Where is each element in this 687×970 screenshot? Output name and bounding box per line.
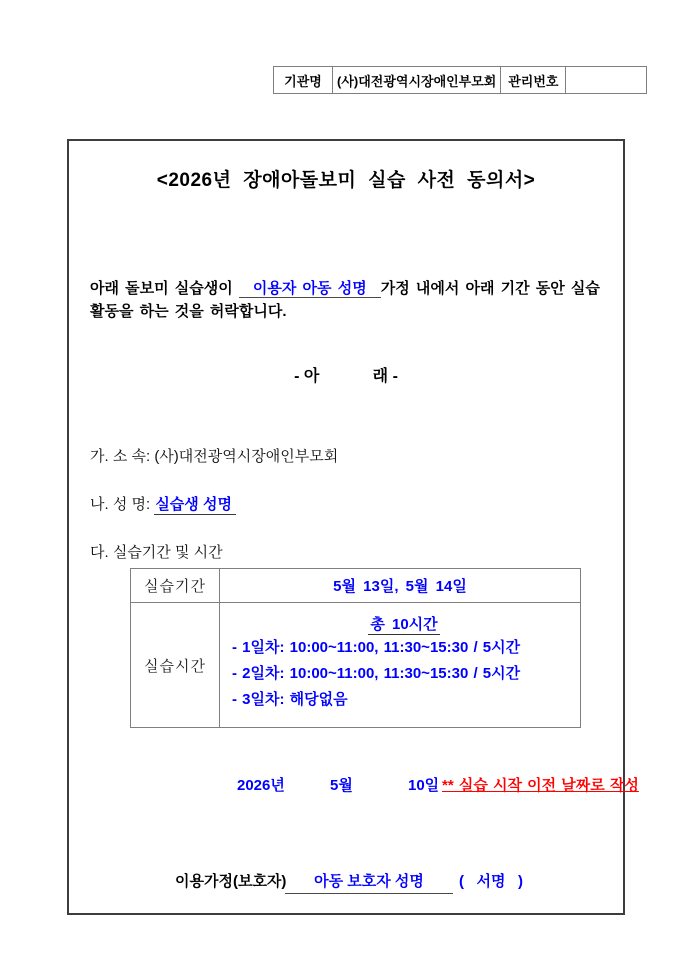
intro-text-before: 아래 돌보미 실습생이 xyxy=(90,280,239,297)
date-year: 2026년 xyxy=(237,777,285,794)
date-line xyxy=(69,774,639,796)
period-value-cell: 5월 13일, 5월 14일 xyxy=(220,569,581,603)
page-title: <2026년 장애아돌보미 실습 사전 동의서> xyxy=(156,170,536,191)
date-note: ** 실습 시작 이전 날짜로 작성 xyxy=(442,777,639,794)
date-day: 10일 xyxy=(408,777,440,794)
day-2-schedule: - 2일차: 10:00~11:00, 11:30~15:30 / 5시간 xyxy=(232,665,521,682)
item-affiliation xyxy=(90,445,338,466)
item-trainee-name xyxy=(90,493,236,514)
mgmt-number-value[interactable] xyxy=(566,67,647,94)
institution-header-table xyxy=(273,66,647,94)
guardian-label: 이용가정(보호자) xyxy=(175,873,287,890)
item-practice-period xyxy=(90,541,223,562)
guardian-name-field[interactable]: 아동 보호자 성명 xyxy=(285,870,453,894)
item-affiliation-value: (사)대전광역시장애인부모회 xyxy=(154,448,339,465)
item-trainee-name-label: 나. 성 명: xyxy=(90,496,151,513)
time-label-cell: 실습시간 xyxy=(131,603,220,728)
table-row xyxy=(274,67,647,94)
org-name-label: 기관명 xyxy=(274,67,333,94)
item-affiliation-label: 가. 소 속: xyxy=(90,448,151,465)
below-divider: - 아 래 - xyxy=(294,368,398,385)
schedule-table xyxy=(130,568,581,728)
table-row xyxy=(131,603,581,728)
time-value-cell xyxy=(220,603,581,728)
day-1-schedule: - 1일차: 10:00~11:00, 11:30~15:30 / 5시간 xyxy=(232,639,521,656)
consent-document-box xyxy=(67,139,639,915)
item-practice-period-label: 다. 실습기간 및 시간 xyxy=(90,544,223,561)
mgmt-number-label: 관리번호 xyxy=(501,67,566,94)
signature-line xyxy=(69,870,623,894)
table-row xyxy=(131,569,581,603)
period-label-cell: 실습기간 xyxy=(131,569,220,603)
intro-paragraph xyxy=(90,277,606,323)
total-hours xyxy=(232,613,576,634)
day-3-schedule: - 3일차: 해당없음 xyxy=(232,691,348,708)
date-month: 5월 xyxy=(330,777,353,794)
intro-text-after: 가정 내에서 아래 기간 동안 실습활동을 하는 것을 허락합니다. xyxy=(90,280,600,320)
org-name-value: (사)대전광역시장애인부모회 xyxy=(333,67,501,94)
child-name-field[interactable]: 이용자 아동 성명 xyxy=(239,280,381,298)
signature-field[interactable]: ( 서명 ) xyxy=(459,873,523,890)
trainee-name-field[interactable]: 실습생 성명 xyxy=(154,496,236,515)
total-hours-text: 총 10시간 xyxy=(370,616,438,633)
